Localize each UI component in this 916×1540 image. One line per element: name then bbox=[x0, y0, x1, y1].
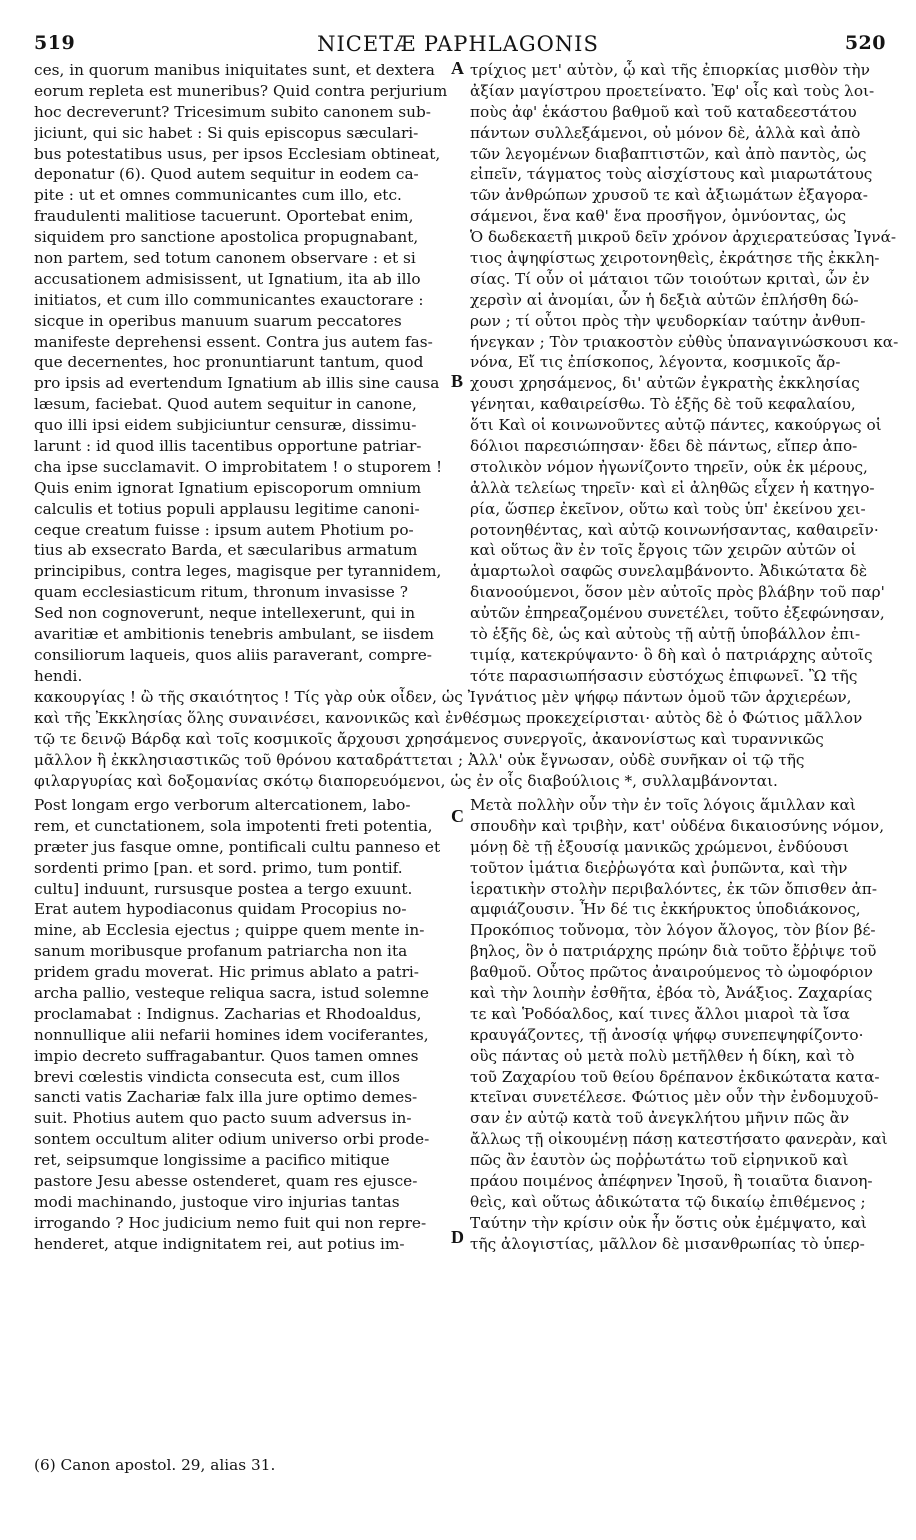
greek-text-line: μόνῃ δὲ τῇ ἐξουσίᾳ μανικῶς χρώμενοι, ἐνδύουσι bbox=[470, 837, 849, 856]
greek-text-line: δόλιοι παρεσιώπησαν· ἔδει δὲ πάντως, εἴπερ ἀπο- bbox=[470, 437, 858, 456]
greek-text-line: τῷ τε δεινῷ Βάρδᾳ καὶ τοῖς κοσμικοῖς ἄρχουσι χρησάμενος συνεργοῖς, ἀκανονίστως καὶ τυραννικῶς bbox=[34, 729, 824, 748]
latin-text-line: archa pallio, vesteque reliqua sacra, istud solemne bbox=[34, 984, 429, 1003]
latin-text-line: non partem, sed totum canonem observare : et si bbox=[34, 249, 416, 268]
greek-text-line: τρίχιος μετ' αὐτὸν, ᾧ καὶ τῆς ἐπιορκίας μισθὸν τὴν bbox=[470, 61, 870, 79]
greek-text-line: κακουργίας ! ὢ τῆς σκαιότητος ! Τίς γὰρ οὐκ οἶδεν, ὡς Ἰγνάτιος μὲν ψήφῳ πάντων ὁμοῦ τῶν ἀρχιερέων, bbox=[34, 688, 852, 706]
greek-text-line: τῶν λεγομένων διαβαπτιστῶν, καὶ ἀπὸ παντὸς, ὡς bbox=[470, 144, 867, 163]
latin-text-line: tius ab exsecrato Barda, et sæcularibus armatum bbox=[34, 541, 418, 560]
latin-text-line: suit. Photius autem quo pacto suum adversus in- bbox=[34, 1109, 412, 1128]
greek-text-line: τοῦτον ἱμάτια διεῤῥωγότα καὶ ῥυπῶντα, καὶ τὴν bbox=[470, 858, 848, 877]
greek-text-line: καὶ οὕτως ἂν ἐν τοῖς ἔργοις τῶν χειρῶν αὐτῶν οἱ bbox=[470, 541, 857, 560]
greek-full-width-paragraph bbox=[34, 687, 882, 791]
latin-text-line: cultu] induunt, rursusque postea a tergo exuunt. bbox=[34, 879, 413, 898]
latin-text-line: fraudulenti malitiose tacuerunt. Oportebat enim, bbox=[34, 207, 414, 226]
greek-text-line: τιμίᾳ, κατεκρύψαντο· ὃ δὴ καὶ ὁ πατριάρχης αὐτοῖς bbox=[470, 645, 873, 664]
greek-text-line: διανοούμενοι, ὅσον μὲν αὐτοῖς πρὸς βλάβην τοῦ παρ' bbox=[470, 583, 885, 602]
greek-text-line: ἱερατικὴν στολὴν περιβαλόντες, ἐκ τῶν ὄπισθεν ἀπ- bbox=[470, 879, 878, 898]
latin-text-line: irrogando ? Hoc judicium nemo fuit qui non repre- bbox=[34, 1213, 427, 1232]
greek-text-line: εἰπεῖν, τάγματος τοὺς αἰσχίστους καὶ μιαρωτάτους bbox=[470, 165, 873, 184]
latin-text-line: rem, et cunctationem, sola impotenti freti potentia, bbox=[34, 816, 433, 835]
section-marker-a: A bbox=[451, 58, 464, 78]
latin-text-line: eorum repleta est muneribus? Quid contra perjurium bbox=[34, 81, 448, 100]
latin-text-line: pite : ut et omnes communicantes cum illo, etc. bbox=[34, 186, 402, 205]
latin-text-line: principibus, contra leges, magisque per tyrannidem, bbox=[34, 562, 442, 581]
latin-text-line: Erat autem hypodiaconus quidam Procopius no- bbox=[34, 900, 407, 919]
latin-text-line: ceque creatum fuisse : ipsum autem Photium po- bbox=[34, 520, 414, 539]
greek-text-line: ἀξίαν μαγίστρου προετείνατο. Ἐφ' οἷς καὶ τοὺς λοι- bbox=[470, 81, 875, 100]
latin-text-line: mine, ab Ecclesia ejectus ; quippe quem mente in- bbox=[34, 921, 425, 940]
greek-text-line: ἀλλὰ τελείως τηρεῖν· καὶ εἰ ἀληθῶς εἶχεν ἡ κατηγο- bbox=[470, 478, 875, 497]
latin-text-line: proclamabat : Indignus. Zacharias et Rhodoaldus, bbox=[34, 1004, 422, 1023]
latin-text-line: sordenti primo [pan. et sord. primo, tum pontif. bbox=[34, 858, 403, 877]
latin-text-line: læsum, faciebat. Quod autem sequitur in canone, bbox=[34, 395, 417, 414]
page-number-right: 520 bbox=[844, 32, 886, 54]
greek-text-line: ρων ; τί οὗτοι πρὸς τὴν ψευδορκίαν ταύτην ἀνθυπ- bbox=[470, 311, 866, 330]
latin-text-line: impio decreto suffragabantur. Quos tamen omnes bbox=[34, 1046, 419, 1065]
greek-text-line: πάντων συλλεξάμενοι, οὐ μόνον δὲ, ἀλλὰ καὶ ἀπὸ bbox=[470, 123, 861, 142]
greek-text-line: τοῦ Ζαχαρίου τοῦ θείου δρέπανον ἐκδικώτατα κατα- bbox=[470, 1067, 880, 1086]
greek-text-line: κραυγάζοντες, τῇ ἀνοσίᾳ ψήφῳ συνεπεψηφίζοντο· bbox=[470, 1025, 864, 1044]
greek-text-line: ὅτι Καὶ οἱ κοινωνοῦντες αὐτῷ πάντες, κακούργως οἱ bbox=[470, 416, 882, 435]
greek-text-line: τιος ἀψηφίστως χειροτονηθεὶς, ἐκράτησε τῆς ἐκκλη- bbox=[470, 249, 880, 268]
greek-text-line: τὸ ἑξῆς δὲ, ὡς καὶ αὐτοὺς τῇ αὐτῇ ὑποβάλλον ἐπι- bbox=[470, 625, 861, 644]
latin-text-line: accusationem admisissent, ut Ignatium, ita ab illo bbox=[34, 269, 421, 288]
greek-column-bottom bbox=[470, 795, 900, 1255]
greek-text-line: τῶν ἀνθρώπων χρυσοῦ τε καὶ ἀξιωμάτων ἐξαγορα- bbox=[470, 186, 868, 205]
latin-text-line: cha ipse succlamavit. O improbitatem ! o stuporem ! bbox=[34, 457, 443, 476]
greek-text-line: χουσι χρησάμενος, δι' αὐτῶν ἐγκρατὴς ἐκκλησίας bbox=[470, 374, 860, 393]
latin-text-line: siquidem pro sanctione apostolica propugnabant, bbox=[34, 228, 419, 247]
greek-text-line: μᾶλλον ἢ ἐκκλησιαστικῶς τοῦ θρόνου καταδράττεται ; Ἀλλ' οὐκ ἔγνωσαν, οὐδὲ συνῆκαν οἱ τῷ τῆς bbox=[34, 750, 805, 769]
latin-text-line: calculis et totius populi applausu legitime canoni- bbox=[34, 499, 420, 518]
greek-text-line: αμφιάζουσιν. Ἦν δέ τις ἐκκήρυκτος ὑποδιάκονος, bbox=[470, 900, 861, 919]
footnote: (6) Canon apostol. 29, alias 31. bbox=[34, 1456, 276, 1474]
latin-text-line: hendi. bbox=[34, 666, 83, 685]
greek-text-line: ἁμαρτωλοὶ σαφῶς συνελαμβάνοντο. Ἀδικώτατα δὲ bbox=[470, 562, 868, 581]
section-marker-c: C bbox=[451, 806, 464, 826]
latin-text-line: quo illi ipsi eidem subjiciuntur censuræ, dissimu- bbox=[34, 416, 417, 435]
greek-text-line: σάμενοι, ἕνα καθ' ἕνα προσῆγον, ὀμνύοντας, ὡς bbox=[470, 207, 847, 226]
latin-text-line: nonnullique alii nefarii homines idem vociferantes, bbox=[34, 1025, 429, 1044]
greek-text-line: θεὶς, καὶ οὕτως ἀδικώτατα τῷ δικαίῳ ἐπιθέμενος ; bbox=[470, 1192, 866, 1211]
latin-text-line: brevi cœlestis vindicta consecuta est, cum illos bbox=[34, 1067, 400, 1086]
latin-column-bottom bbox=[34, 795, 452, 1255]
latin-text-line: Post longam ergo verborum altercationem, labo- bbox=[34, 796, 411, 814]
greek-text-line: κτεῖναι συνετέλεσε. Φώτιος μὲν οὖν τὴν ἐνδομυχοῦ- bbox=[470, 1088, 879, 1107]
latin-text-line: ret, seipsumque longissime a pacifico mitique bbox=[34, 1151, 390, 1170]
latin-text-line: bus potestatibus usus, per ipsos Ecclesiam obtineat, bbox=[34, 144, 441, 163]
latin-text-line: consiliorum laqueis, quos aliis paraverant, compre- bbox=[34, 645, 432, 664]
greek-text-line: ρία, ὥσπερ ἐκεῖνον, οὕτω καὶ τοὺς ὑπ' ἐκείνου χει- bbox=[470, 499, 866, 518]
greek-text-line: οὓς πάντας οὐ μετὰ πολὺ μετῆλθεν ἡ δίκη, καὶ τὸ bbox=[470, 1046, 855, 1065]
latin-text-line: sontem occultum aliter odium universo orbi prode- bbox=[34, 1130, 430, 1149]
latin-text-line: deponatur (6). Quod autem sequitur in eodem ca- bbox=[34, 165, 419, 184]
greek-text-line: αὐτῶν ἐπηρεαζομένου συνετέλει, τοῦτο ἐξεφώνησαν, bbox=[470, 604, 885, 623]
greek-text-line: ροτονηθέντας, καὶ αὐτῷ κοινωνήσαντας, καθαιρεῖν· bbox=[470, 520, 879, 539]
greek-text-line: πῶς ἂν ἑαυτὸν ὡς ποῤῥωτάτω τοῦ εἰρηνικοῦ καὶ bbox=[470, 1151, 849, 1170]
latin-text-line: henderet, atque indignitatem rei, aut potius im- bbox=[34, 1234, 405, 1253]
greek-column-top bbox=[470, 60, 900, 687]
latin-text-line: pastore Jesu abesse ostenderet, quam res ejusce- bbox=[34, 1172, 418, 1191]
latin-text-line: larunt : id quod illis tacentibus opportune patriar- bbox=[34, 437, 422, 456]
latin-text-line: pridem gradu moverat. Hic primus ablato a patri- bbox=[34, 963, 419, 982]
latin-text-line: modi machinando, justoque viro injurias tantas bbox=[34, 1192, 400, 1211]
latin-text-line: præter jus fasque omne, pontificali cultu panneso et bbox=[34, 837, 441, 856]
greek-text-line: καὶ τὴν λοιπὴν ἐσθῆτα, ἐβόα τὸ, Ἀνάξιος. Ζαχαρίας bbox=[470, 984, 873, 1003]
greek-text-line: νόνα, Εἴ τις ἐπίσκοπος, λέγοντα, κοσμικοῖς ἄρ- bbox=[470, 353, 841, 372]
greek-text-line: τε καὶ Ῥοδόαλδος, καί τινες ἄλλοι μιαροὶ τὰ ἴσα bbox=[470, 1004, 850, 1023]
greek-text-line: βηλος, ὃν ὁ πατριάρχης πρώην διὰ τοῦτο ἔῤῥιψε τοῦ bbox=[470, 942, 877, 961]
greek-text-line: σίας. Τί οὖν οἱ μάταιοι τῶν τοιούτων κριταὶ, ὧν ἐν bbox=[470, 269, 870, 288]
greek-text-line: πράου ποιμένος ἀπέφηνεν Ἰησοῦ, ἢ τοιαῦτα διανοη- bbox=[470, 1172, 873, 1191]
latin-text-line: jiciunt, qui sic habet : Si quis episcopus sæculari- bbox=[34, 123, 419, 142]
latin-text-line: initiatos, et cum illo communicantes exauctorare : bbox=[34, 290, 424, 309]
latin-text-line: que decernentes, hoc pronuntiarunt tantum, quod bbox=[34, 353, 424, 372]
latin-text-line: manifeste deprehensi essent. Contra jus autem fas- bbox=[34, 332, 433, 351]
running-title: NICETÆ PAPHLAGONIS bbox=[317, 32, 599, 56]
latin-text-line: sanum moribusque profanum patriarcha non ita bbox=[34, 942, 408, 961]
latin-text-line: Quis enim ignorat Ignatium episcoporum omnium bbox=[34, 478, 422, 497]
greek-text-line: σαν ἐν αὐτῷ κατὰ τοῦ ἀνεγκλήτου μῆνιν πῶς ἂν bbox=[470, 1109, 850, 1128]
section-marker-d: D bbox=[451, 1227, 464, 1247]
latin-column-top bbox=[34, 60, 452, 687]
latin-text-line: Sed non cognoverunt, neque intellexerunt, qui in bbox=[34, 604, 416, 623]
greek-text-line: ήνεγκαν ; Τὸν τριακοστὸν εὐθὺς ὑπαναγινώσκουσι κα- bbox=[470, 332, 899, 351]
latin-text-line: pro ipsis ad evertendum Ignatium ab illis sine causa bbox=[34, 374, 440, 393]
greek-text-line: στολικὸν νόμον ἠγωνίζοντο τηρεῖν, οὐκ ἐκ μέρους, bbox=[470, 457, 868, 476]
greek-text-line: βαθμοῦ. Οὗτος πρῶτος ἀναιρούμενος τὸ ὠμοφόριον bbox=[470, 963, 873, 982]
greek-text-line: ἄλλως τῇ οἰκουμένῃ πάσῃ κατεστήσατο φανερὰν, καὶ bbox=[470, 1130, 888, 1149]
latin-text-line: ces, in quorum manibus iniquitates sunt, et dextera bbox=[34, 61, 435, 79]
greek-text-line: ποὺς ἀφ' ἑκάστου βαθμοῦ καὶ τοῦ καταδεεστάτου bbox=[470, 102, 857, 121]
greek-text-line: καὶ τῆς Ἐκκλησίας ὅλης συναινέσει, κανονικῶς καὶ ἐνθέσμως προκεχείρισται· αὐτὸς δὲ ὁ Φώτιος μᾶλλον bbox=[34, 708, 863, 727]
greek-text-line: τότε παρασιωπήσασιν εὐστόχως ἐπιφωνεῖ. Ὢ τῆς bbox=[470, 666, 858, 685]
greek-text-line: σπουδὴν καὶ τριβὴν, κατ' οὐδένα δικαιοσύνης νόμον, bbox=[470, 816, 885, 835]
greek-text-line: τῆς ἀλογιστίας, μᾶλλον δὲ μισανθρωπίας τὸ ὑπερ- bbox=[470, 1234, 865, 1253]
page-number-left: 519 bbox=[34, 32, 76, 54]
latin-text-line: sicque in operibus manuum suarum peccatores bbox=[34, 311, 402, 330]
greek-text-line: φιλαργυρίας καὶ δοξομανίας σκότῳ διαπορευόμενοι, ὡς ἐν οἷς διαβούλιοις *, συλλαμβάνονται. bbox=[34, 771, 778, 790]
latin-text-line: sancti vatis Zachariæ falx illa jure optimo demes- bbox=[34, 1088, 418, 1107]
greek-text-line: Προκόπιος τοὔνομα, τὸν λόγον ἄλογος, τὸν βίον βέ- bbox=[470, 921, 876, 940]
greek-text-line: Μετὰ πολλὴν οὖν τὴν ἐν τοῖς λόγοις ἅμιλλαν καὶ bbox=[470, 796, 856, 814]
section-marker-b: B bbox=[451, 371, 464, 391]
latin-text-line: hoc decreverunt? Tricesimum subito canonem sub- bbox=[34, 102, 431, 121]
latin-text-line: avaritiæ et ambitionis tenebris ambulant, se iisdem bbox=[34, 625, 435, 644]
greek-text-line: χερσὶν αἱ ἀνομίαι, ὧν ἡ δεξιὰ αὐτῶν ἐπλήσθη δώ- bbox=[470, 290, 859, 309]
greek-text-line: Ὁ δωδεκαετῆ μικροῦ δεῖν χρόνον ἀρχιερατεύσας Ἰγνά- bbox=[470, 228, 897, 247]
greek-text-line: γένηται, καθαιρείσθω. Τὸ ἑξῆς δὲ τοῦ κεφαλαίου, bbox=[470, 395, 856, 414]
latin-text-line: quam ecclesiasticum ritum, thronum invasisse ? bbox=[34, 583, 408, 602]
greek-text-line: Ταύτην τὴν κρίσιν οὐκ ἦν ὅστις οὐκ ἐμέμψατο, καὶ bbox=[470, 1213, 867, 1232]
